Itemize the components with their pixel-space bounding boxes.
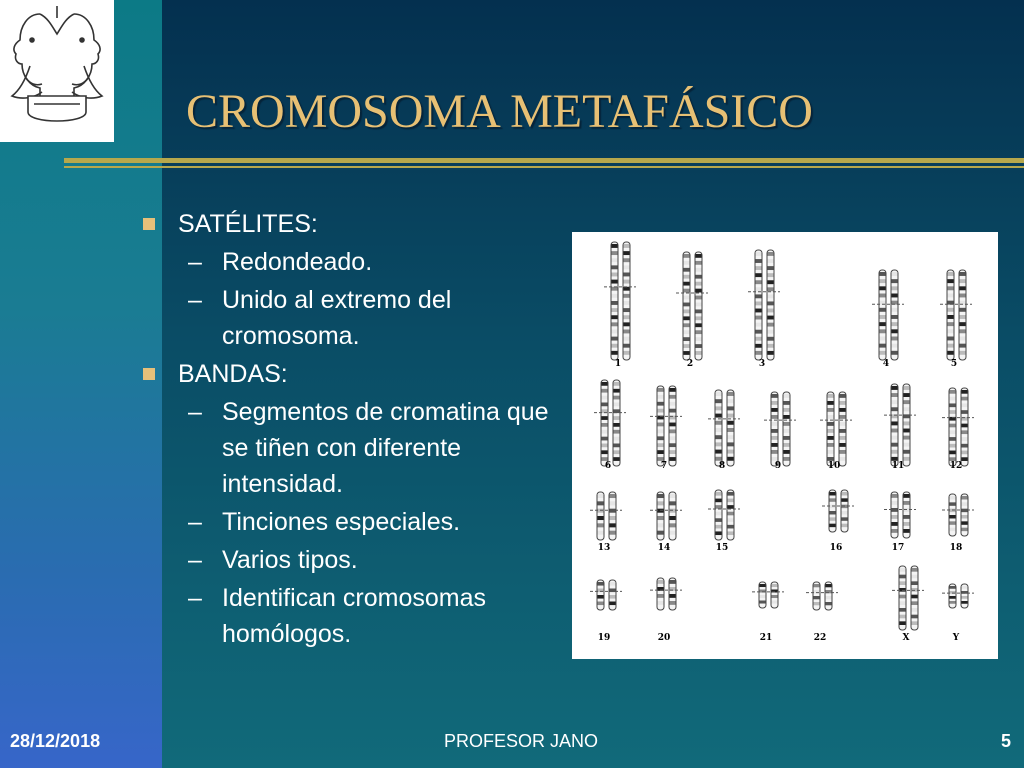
sub-bullet-text: Varios tipos.	[222, 546, 358, 574]
chromosome-label: 20	[657, 633, 671, 643]
chromosome-label: 7	[660, 461, 668, 471]
chromosome-label: 4	[882, 359, 890, 369]
chromosome-label: 12	[949, 461, 963, 471]
chromosome-pair	[942, 388, 974, 466]
sub-bullet-item: – Redondeado.	[188, 248, 373, 276]
chromosome-pair	[942, 584, 974, 608]
sub-bullet-text: Segmentos de cromatina que se tiñen con diferente intensidad.	[222, 398, 549, 498]
chromosome-pair	[590, 492, 622, 540]
chromosome-pair	[806, 582, 838, 610]
chromosome-pair	[650, 386, 682, 466]
title-divider-thin	[64, 166, 1024, 168]
chromosome-pair	[872, 270, 904, 360]
chromosome-pair	[884, 492, 916, 538]
square-bullet-icon	[143, 368, 155, 380]
chromosome-pair	[590, 580, 622, 610]
title-divider	[64, 158, 1024, 163]
chromosome-pair	[942, 494, 974, 536]
chromosome-label: 11	[891, 461, 905, 471]
chromosome-pair	[748, 250, 780, 360]
chromosome-pair	[940, 270, 972, 360]
chromosome-pair	[676, 252, 708, 360]
chromosome-label: 1	[614, 359, 622, 369]
chromosome-label: 17	[891, 543, 905, 553]
chromosome-label: 14	[657, 543, 671, 553]
chromosome-label: 5	[950, 359, 958, 369]
slide-title: CROMOSOMA METAFÁSICO	[186, 85, 813, 138]
chromosome-pair	[892, 566, 924, 630]
chromosome-label: 8	[718, 461, 726, 471]
karyotype-image	[572, 232, 998, 659]
sub-bullet-text: Identifican cromosomas homólogos.	[222, 584, 487, 648]
sub-bullet-item: – Varios tipos.	[188, 546, 358, 574]
chromosome-label: 10	[827, 461, 841, 471]
chromosome-label: 3	[758, 359, 766, 369]
chromosome-label: 21	[759, 633, 773, 643]
chromosome-pair	[708, 390, 740, 466]
sub-bullet-text: Tinciones especiales.	[222, 508, 461, 536]
chromosome-pair	[884, 384, 916, 466]
chromosome-label: 15	[715, 543, 729, 553]
chromosome-label: 9	[774, 461, 782, 471]
chromosome-label: 19	[597, 633, 611, 643]
bullet-text: BANDAS:	[178, 360, 288, 388]
bullet-item	[140, 206, 560, 242]
bullet-text: SATÉLITES:	[178, 210, 318, 238]
chromosome-pair	[594, 380, 626, 466]
chromosome-pair	[764, 392, 796, 466]
chromosome-pair	[708, 490, 740, 540]
chromosome-label: Y	[952, 633, 960, 643]
footer-author: PROFESOR JANO	[444, 731, 599, 751]
sub-bullet-text: Unido al extremo del cromosoma.	[222, 286, 452, 350]
chromosome-label: 18	[949, 543, 963, 553]
janus-head-icon	[0, 0, 114, 142]
chromosome-pair	[650, 578, 682, 610]
chromosome-pair	[604, 242, 636, 360]
bullet-item	[140, 356, 560, 392]
square-bullet-icon	[143, 218, 155, 230]
chromosome-label: 2	[686, 359, 694, 369]
footer-date: 28/12/2018	[10, 731, 101, 751]
sub-bullet-item: – Unido al extremo del cromosoma.	[188, 286, 452, 350]
karyotype-figure	[572, 232, 998, 659]
chromosome-label: 22	[813, 633, 827, 643]
chromosome-label: 13	[597, 543, 611, 553]
chromosome-pair	[822, 490, 854, 532]
sub-bullet-text: Redondeado.	[222, 248, 373, 276]
sub-bullet-item: – Tinciones especiales.	[188, 508, 461, 536]
chromosome-label: 16	[829, 543, 843, 553]
chromosome-label: X	[902, 633, 910, 643]
sub-bullet-item: – Identifican cromosomas homólogos.	[188, 584, 487, 648]
chromosome-pair	[650, 492, 682, 540]
bullet-list	[140, 206, 560, 654]
chromosome-pair	[752, 582, 784, 608]
chromosome-pair	[820, 392, 852, 466]
slide-number: 5	[1001, 731, 1012, 751]
janus-logo	[0, 0, 114, 142]
sub-bullet-item: – Segmentos de cromatina que se tiñen con diferente intensidad.	[188, 398, 549, 498]
chromosome-label: 6	[604, 461, 612, 471]
